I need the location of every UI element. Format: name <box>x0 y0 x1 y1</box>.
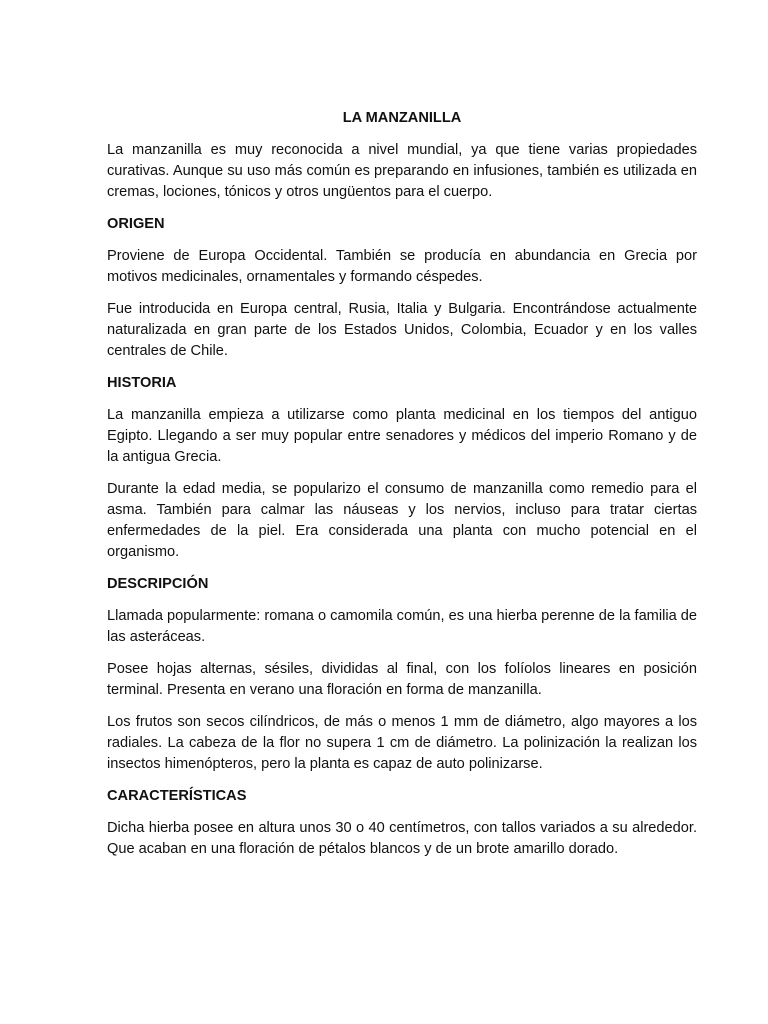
document-page <box>107 108 697 871</box>
intro-paragraph: La manzanilla es muy reconocida a nivel mundial, ya que tiene varias propiedades curativas. Aunque su uso más común es preparando en infusiones, también es utilizada en cremas, lociones, tónicos y otros ungüentos para el cuerpo. <box>107 142 697 200</box>
origen-paragraph-2: Fue introducida en Europa central, Rusia, Italia y Bulgaria. Encontrándose actualmente naturalizada en gran parte de los Estados Unidos, Colombia, Ecuador y en los valles centrales de Chile. <box>107 301 697 359</box>
origen-paragraph-1: Proviene de Europa Occidental. También se producía en abundancia en Grecia por motivos medicinales, ornamentales y formando céspedes. <box>107 248 697 285</box>
section-origen <box>107 214 697 362</box>
section-descripcion <box>107 574 697 775</box>
descripcion-paragraph-2: Posee hojas alternas, sésiles, divididas al final, con los folíolos lineares en posición terminal. Presenta en verano una floración en forma de manzanilla. <box>107 661 697 698</box>
descripcion-paragraph-1: Llamada popularmente: romana o camomila común, es una hierba perenne de la familia de las asteráceas. <box>107 608 697 645</box>
section-heading-descripcion: DESCRIPCIÓN <box>107 576 209 592</box>
descripcion-paragraph-3: Los frutos son secos cilíndricos, de más o menos 1 mm de diámetro, algo mayores a los radiales. La cabeza de la flor no supera 1 cm de diámetro. La polinización la realizan los insectos himenópteros, pero la planta es capaz de auto polinizarse. <box>107 714 697 772</box>
historia-paragraph-2: Durante la edad media, se popularizo el consumo de manzanilla como remedio para el asma. También para calmar las náuseas y los nervios, incluso para tratar ciertas enfermedades de la piel. Era considerada una planta con mucho potencial en el organismo. <box>107 481 697 560</box>
section-historia <box>107 373 697 563</box>
caracteristicas-paragraph-1: Dicha hierba posee en altura unos 30 o 40 centímetros, con tallos variados a su alrededor. Que acaban en una floración de pétalos blancos y de un brote amarillo dorado. <box>107 820 697 857</box>
section-heading-origen: ORIGEN <box>107 216 165 232</box>
section-caracteristicas <box>107 786 697 860</box>
historia-paragraph-1: La manzanilla empieza a utilizarse como planta medicinal en los tiempos del antiguo Egipto. Llegando a ser muy popular entre senadores y médicos del imperio Romano y de la antigua Grecia. <box>107 407 697 465</box>
section-heading-historia: HISTORIA <box>107 375 177 391</box>
section-heading-caracteristicas: CARACTERÍSTICAS <box>107 788 247 804</box>
document-title: LA MANZANILLA <box>342 110 462 126</box>
